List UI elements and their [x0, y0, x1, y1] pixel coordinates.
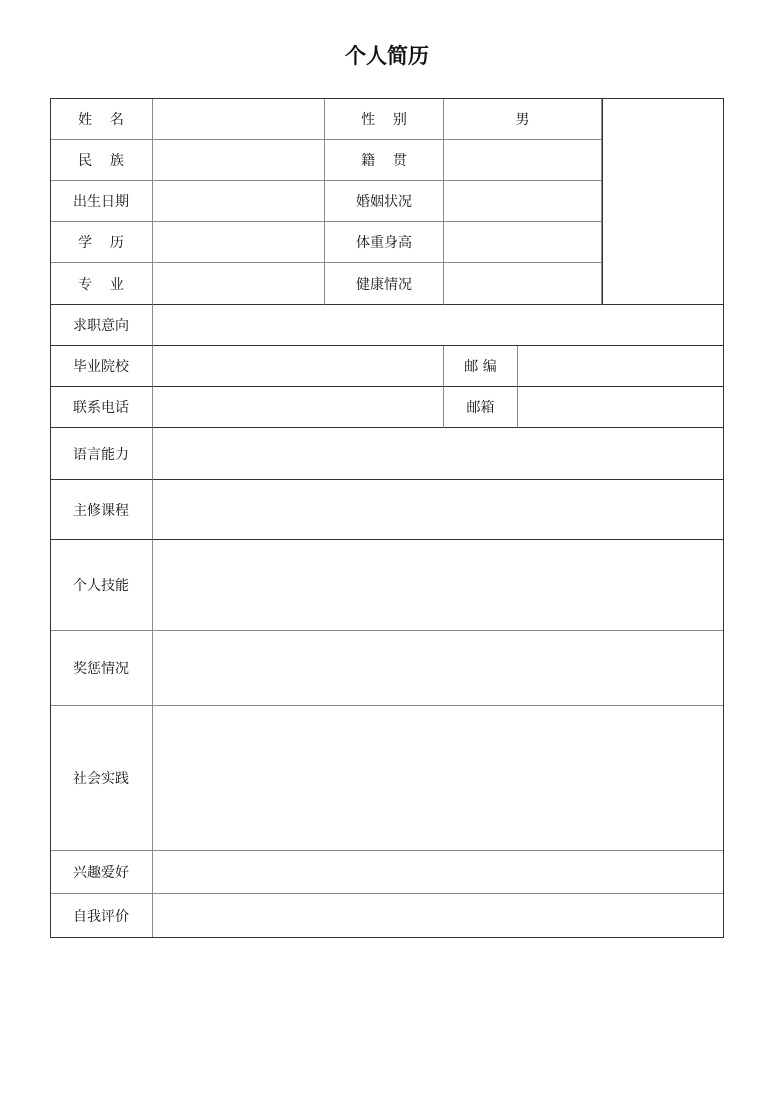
- field-native-place[interactable]: [444, 140, 602, 181]
- label-name-text: 姓 名: [78, 111, 124, 128]
- label-height-weight: [325, 222, 444, 263]
- label-phone-text: 联系电话: [73, 400, 129, 416]
- label-personal-skills: [50, 540, 153, 631]
- field-education[interactable]: [153, 222, 325, 263]
- field-marital-status[interactable]: [444, 181, 602, 222]
- label-social-practice: [50, 706, 153, 851]
- field-job-intention[interactable]: [153, 305, 724, 346]
- field-phone[interactable]: [153, 387, 444, 428]
- label-main-courses-text: 主修课程: [73, 502, 129, 519]
- field-health[interactable]: [444, 263, 602, 305]
- label-personal-skills-text: 个人技能: [73, 578, 129, 594]
- label-marital-status: [325, 181, 444, 222]
- label-language-ability: [50, 428, 153, 480]
- label-graduated-school-text: 毕业院校: [73, 359, 129, 375]
- field-self-evaluation[interactable]: [153, 894, 724, 938]
- label-phone: [50, 387, 153, 428]
- field-ethnicity[interactable]: [153, 140, 325, 181]
- label-major-text: 专 业: [78, 276, 124, 293]
- field-hobbies[interactable]: [153, 851, 724, 894]
- photo-box[interactable]: [602, 98, 724, 305]
- label-awards-text: 奖惩情况: [73, 661, 129, 677]
- label-native-place: [325, 140, 444, 181]
- label-health: [325, 263, 444, 305]
- field-gender-value: 男: [515, 111, 530, 128]
- field-height-weight[interactable]: [444, 222, 602, 263]
- label-marital-status-text: 婚姻状况: [356, 194, 412, 210]
- field-gender[interactable]: [444, 98, 602, 140]
- label-social-practice-text: 社会实践: [73, 771, 129, 787]
- label-self-evaluation: [50, 894, 153, 938]
- label-ethnicity-text: 民 族: [78, 153, 124, 169]
- label-height-weight-text: 体重身高: [356, 235, 412, 251]
- label-email: [444, 387, 518, 428]
- label-gender: [325, 98, 444, 140]
- label-postal-code-text: 邮 编: [464, 359, 497, 375]
- field-awards[interactable]: [153, 631, 724, 706]
- field-birth-date[interactable]: [153, 181, 325, 222]
- label-job-intention-text: 求职意向: [73, 318, 129, 334]
- label-education: [50, 222, 153, 263]
- label-language-ability-text: 语言能力: [73, 446, 129, 463]
- field-postal-code[interactable]: [518, 346, 724, 387]
- label-postal-code: [444, 346, 518, 387]
- label-health-text: 健康情况: [356, 276, 412, 293]
- field-graduated-school[interactable]: [153, 346, 444, 387]
- field-email[interactable]: [518, 387, 724, 428]
- field-personal-skills[interactable]: [153, 540, 724, 631]
- field-main-courses[interactable]: [153, 480, 724, 540]
- field-language-ability[interactable]: [153, 428, 724, 480]
- label-awards: [50, 631, 153, 706]
- page-title: 个人简历: [345, 44, 429, 68]
- label-graduated-school: [50, 346, 153, 387]
- label-hobbies-text: 兴趣爱好: [73, 865, 129, 881]
- field-major[interactable]: [153, 263, 325, 305]
- label-self-evaluation-text: 自我评价: [73, 908, 129, 925]
- label-ethnicity: [50, 140, 153, 181]
- label-job-intention: [50, 305, 153, 346]
- label-hobbies: [50, 851, 153, 894]
- label-birth-date: [50, 181, 153, 222]
- label-main-courses: [50, 480, 153, 540]
- label-name: [50, 98, 153, 140]
- field-social-practice[interactable]: [153, 706, 724, 851]
- field-name[interactable]: [153, 98, 325, 140]
- label-birth-date-text: 出生日期: [73, 194, 129, 210]
- label-education-text: 学 历: [78, 235, 124, 251]
- label-native-place-text: 籍 贯: [361, 153, 407, 169]
- label-major: [50, 263, 153, 305]
- label-email-text: 邮箱: [466, 400, 495, 416]
- label-gender-text: 性 别: [361, 111, 407, 128]
